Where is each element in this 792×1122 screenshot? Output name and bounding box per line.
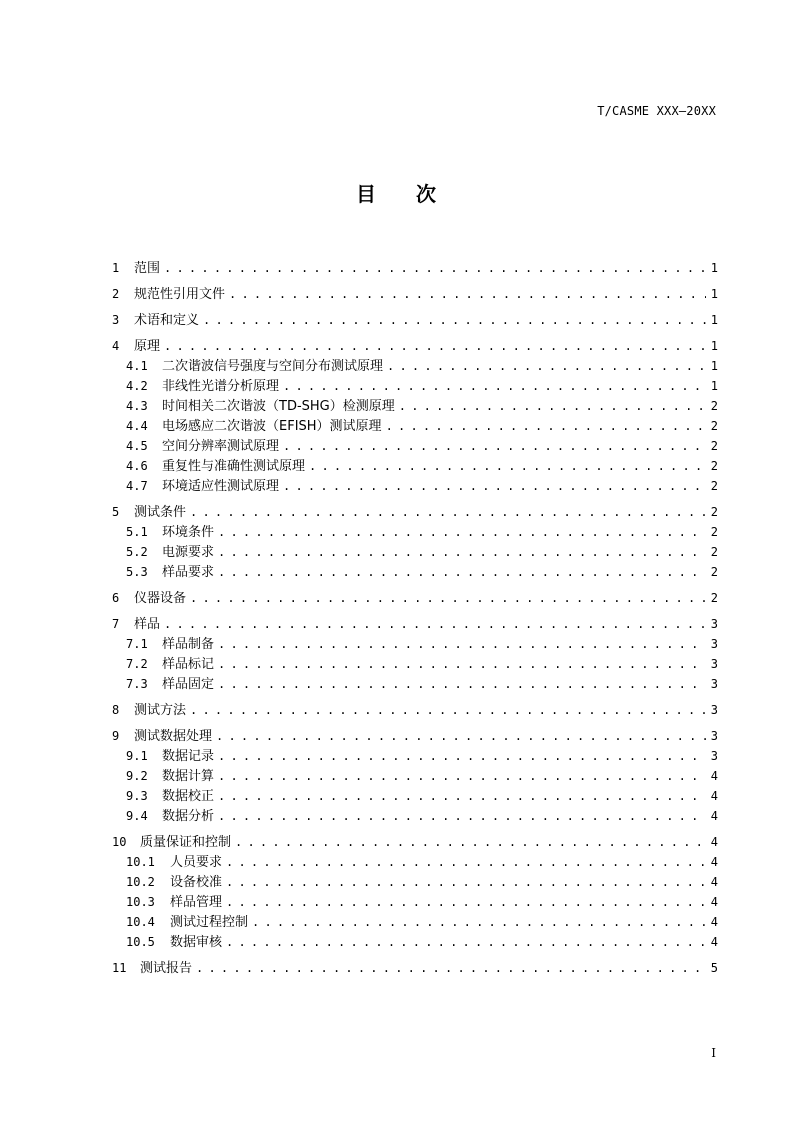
toc-leader-dots: [216, 726, 706, 746]
toc-leader-dots: [218, 806, 706, 826]
toc-entry-number: 4: [112, 339, 120, 353]
toc-entry-number: 9.3: [126, 789, 148, 803]
toc-entry[interactable]: [112, 958, 718, 978]
toc-entry-label: 术语和定义: [134, 313, 200, 328]
toc-entry-label: 重复性与准确性测试原理: [162, 459, 306, 474]
toc-leader-dots: [190, 588, 706, 608]
toc-entry-page: 1: [710, 313, 718, 327]
toc-entry-label: 数据记录: [162, 749, 215, 764]
toc-entry-label: 规范性引用文件: [134, 287, 226, 302]
toc-leader-dots: [226, 932, 706, 952]
toc-entry-page: 3: [710, 637, 718, 651]
toc-leader-dots: [386, 416, 706, 436]
toc-entry-page: 4: [710, 769, 718, 783]
toc-entry-number: 4.3: [126, 399, 148, 413]
toc-entry-page: 4: [710, 855, 718, 869]
toc-entry[interactable]: [112, 912, 718, 932]
toc-entry-number: 10.3: [126, 895, 155, 909]
toc-entry-label: 仪器设备: [134, 591, 187, 606]
toc-entry-label: 电源要求: [162, 545, 215, 560]
toc-entry-number: 4.6: [126, 459, 148, 473]
toc-entry-number: 9.1: [126, 749, 148, 763]
toc-entry-label: 样品固定: [162, 677, 215, 692]
toc-entry[interactable]: [112, 542, 718, 562]
toc-entry-label: 测试条件: [134, 505, 187, 520]
toc-leader-dots: [196, 958, 706, 978]
toc-entry[interactable]: [112, 522, 718, 542]
toc-entry-page: 3: [710, 677, 718, 691]
toc-entry-page: 5: [710, 961, 718, 975]
toc-entry[interactable]: [112, 852, 718, 872]
toc-entry-page: 2: [710, 459, 718, 473]
toc-leader-dots: [399, 396, 706, 416]
toc-entry-page: 3: [710, 749, 718, 763]
toc-entry-label: 数据分析: [162, 809, 215, 824]
toc-leader-dots: [218, 522, 706, 542]
toc-leader-dots: [218, 766, 706, 786]
toc-entry-number: 9.2: [126, 769, 148, 783]
toc-entry-number: 10.2: [126, 875, 155, 889]
toc-entry-number: 9.4: [126, 809, 148, 823]
toc-entry-number: 5.2: [126, 545, 148, 559]
toc-entry-label: 样品标记: [162, 657, 215, 672]
toc-leader-dots: [226, 892, 706, 912]
toc-entry-label: 测试过程控制: [170, 915, 249, 930]
toc-entry[interactable]: [112, 284, 718, 304]
toc-entry-label: 测试数据处理: [134, 729, 213, 744]
toc-entry[interactable]: [112, 872, 718, 892]
toc-leader-dots: [283, 436, 706, 456]
toc-entry-number: 10.5: [126, 935, 155, 949]
toc-entry-label: 电场感应二次谐波（EFISH）测试原理: [162, 419, 382, 434]
toc-entry-label: 样品管理: [170, 895, 223, 910]
toc-entry-page: 4: [710, 895, 718, 909]
toc-leader-dots: [283, 476, 706, 496]
toc-entry[interactable]: [112, 766, 718, 786]
toc-entry[interactable]: [112, 614, 718, 634]
toc-entry-label: 时间相关二次谐波（TD-SHG）检测原理: [162, 399, 395, 414]
toc-entry-page: 2: [710, 419, 718, 433]
toc-entry-number: 4.1: [126, 359, 148, 373]
toc-entry-number: 5.1: [126, 525, 148, 539]
toc-entry-page: 4: [710, 789, 718, 803]
toc-title: [0, 178, 792, 207]
toc-leader-dots: [229, 284, 706, 304]
toc-entry-page: 1: [710, 359, 718, 373]
toc-entry-label: 数据校正: [162, 789, 215, 804]
toc-entry-page: 2: [710, 399, 718, 413]
toc-entry-page: 4: [710, 835, 718, 849]
toc-entry-number: 10: [112, 835, 127, 849]
toc-entry[interactable]: [112, 336, 718, 356]
toc-leader-dots: [164, 336, 706, 356]
toc-entry[interactable]: [112, 562, 718, 582]
toc-entry-page: 2: [710, 505, 718, 519]
toc-entry[interactable]: [112, 502, 718, 522]
toc-entry[interactable]: [112, 258, 718, 278]
toc-entry[interactable]: [112, 476, 718, 496]
toc-entry-page: 3: [710, 657, 718, 671]
toc-leader-dots: [218, 746, 706, 766]
toc-leader-dots: [235, 832, 706, 852]
toc-title-part2: 次: [416, 182, 436, 206]
toc-entry-page: 3: [710, 703, 718, 717]
toc-entry[interactable]: [112, 396, 718, 416]
toc-entry-page: 2: [710, 479, 718, 493]
toc-entry[interactable]: [112, 456, 718, 476]
toc-entry[interactable]: [112, 310, 718, 330]
toc-entry-page: 2: [710, 565, 718, 579]
toc-entry-number: 5.3: [126, 565, 148, 579]
toc-entry[interactable]: [112, 588, 718, 608]
toc-title-part1: 目: [356, 182, 376, 206]
toc-entry-number: 7.2: [126, 657, 148, 671]
toc-entry-label: 二次谐波信号强度与空间分布测试原理: [162, 359, 384, 374]
toc-entry-label: 环境适应性测试原理: [162, 479, 280, 494]
toc-entry-number: 7.3: [126, 677, 148, 691]
toc-entry-page: 2: [710, 591, 718, 605]
toc-entry-page: 1: [710, 287, 718, 301]
toc-leader-dots: [190, 700, 706, 720]
toc-entry-label: 范围: [134, 261, 161, 276]
toc-entry-number: 9: [112, 729, 120, 743]
toc-entry-number: 4.4: [126, 419, 148, 433]
toc-entry-label: 样品: [134, 617, 161, 632]
toc-entry-page: 1: [710, 261, 718, 275]
toc-entry-number: 2: [112, 287, 120, 301]
toc-leader-dots: [164, 258, 706, 278]
toc-entry[interactable]: [112, 356, 718, 376]
toc-leader-dots: [164, 614, 706, 634]
toc-entry-page: 1: [710, 339, 718, 353]
toc-entry-label: 测试方法: [134, 703, 187, 718]
toc-entry-label: 样品制备: [162, 637, 215, 652]
toc-entry[interactable]: [112, 700, 718, 720]
toc-entry-label: 数据计算: [162, 769, 215, 784]
toc-entry[interactable]: [112, 416, 718, 436]
toc-entry[interactable]: [112, 806, 718, 826]
toc-entry-label: 环境条件: [162, 525, 215, 540]
toc-leader-dots: [218, 674, 706, 694]
toc-leader-dots: [226, 852, 706, 872]
document-code: T/CASME XXX—20XX: [597, 104, 716, 118]
toc-leader-dots: [218, 786, 706, 806]
toc-entry-label: 数据审核: [170, 935, 223, 950]
toc-leader-dots: [309, 456, 706, 476]
toc-leader-dots: [218, 542, 706, 562]
toc-entry-number: 4.5: [126, 439, 148, 453]
toc-entry[interactable]: [112, 786, 718, 806]
toc-entry[interactable]: [112, 674, 718, 694]
toc-entry-number: 4.2: [126, 379, 148, 393]
toc-leader-dots: [218, 654, 706, 674]
toc-leader-dots: [203, 310, 706, 330]
toc-entry-page: 3: [710, 617, 718, 631]
toc-entry-number: 10.1: [126, 855, 155, 869]
toc-entry-number: 10.4: [126, 915, 155, 929]
toc-entry-label: 人员要求: [170, 855, 223, 870]
toc-entry-page: 4: [710, 935, 718, 949]
toc-entry-page: 2: [710, 439, 718, 453]
toc-entry[interactable]: [112, 634, 718, 654]
toc-entry[interactable]: [112, 832, 718, 852]
toc-leader-dots: [190, 502, 706, 522]
toc-entry-page: 4: [710, 915, 718, 929]
toc-leader-dots: [283, 376, 706, 396]
toc-entry-number: 1: [112, 261, 120, 275]
toc-entry-number: 7: [112, 617, 120, 631]
toc-entry-label: 非线性光谱分析原理: [162, 379, 280, 394]
toc-leader-dots: [218, 562, 706, 582]
toc-entry-number: 7.1: [126, 637, 148, 651]
toc-entry[interactable]: [112, 654, 718, 674]
toc-entry[interactable]: [112, 436, 718, 456]
toc-entry-page: 4: [710, 875, 718, 889]
toc-leader-dots: [218, 634, 706, 654]
toc-entry-number: 5: [112, 505, 120, 519]
toc-entry-number: 11: [112, 961, 127, 975]
toc-entry-number: 6: [112, 591, 120, 605]
toc-entry-label: 样品要求: [162, 565, 215, 580]
toc-entry[interactable]: [112, 376, 718, 396]
toc-entry-label: 质量保证和控制: [140, 835, 232, 850]
toc-leader-dots: [226, 872, 706, 892]
toc-entry-page: 2: [710, 525, 718, 539]
toc-leader-dots: [387, 356, 706, 376]
toc-leader-dots: [252, 912, 706, 932]
toc-entry[interactable]: [112, 892, 718, 912]
toc-entry-label: 空间分辨率测试原理: [162, 439, 280, 454]
toc-entry-label: 原理: [134, 339, 161, 354]
toc-entry-label: 测试报告: [140, 961, 193, 976]
toc-entry[interactable]: [112, 932, 718, 952]
toc-entry-number: 8: [112, 703, 120, 717]
toc-entry-page: 4: [710, 809, 718, 823]
toc-entry-page: 3: [710, 729, 718, 743]
toc-entry[interactable]: [112, 726, 718, 746]
table-of-contents: [112, 258, 718, 978]
page-number: I: [711, 1046, 716, 1060]
toc-entry[interactable]: [112, 746, 718, 766]
toc-entry-page: 1: [710, 379, 718, 393]
toc-entry-label: 设备校准: [170, 875, 223, 890]
toc-entry-number: 3: [112, 313, 120, 327]
toc-entry-number: 4.7: [126, 479, 148, 493]
toc-entry-page: 2: [710, 545, 718, 559]
